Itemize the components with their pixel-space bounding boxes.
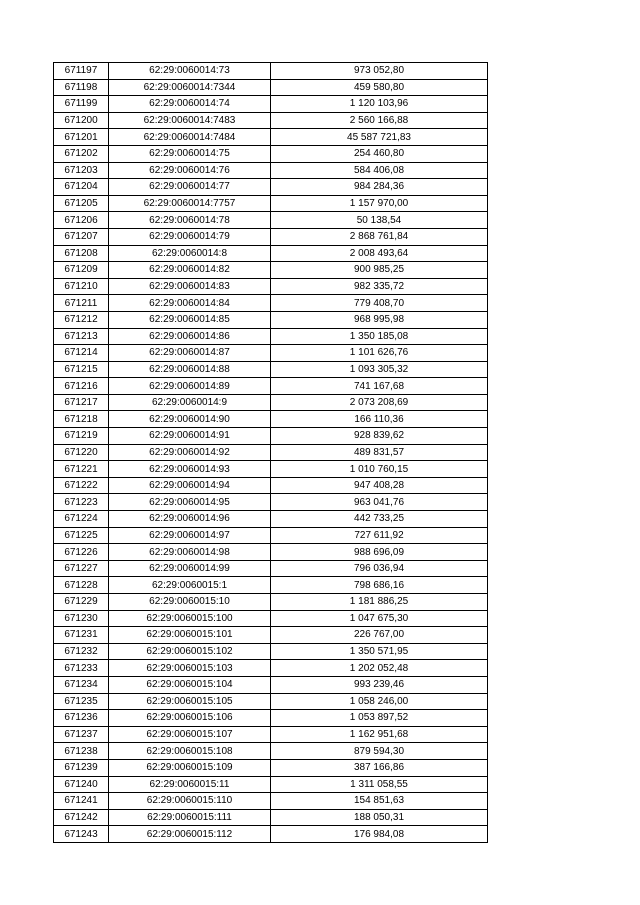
cadastral-value-cell: 1 181 886,25	[271, 594, 488, 611]
cadastral-value-cell: 188 050,31	[271, 809, 488, 826]
row-number-cell: 671236	[54, 710, 109, 727]
cadastral-value-cell: 2 008 493,64	[271, 245, 488, 262]
cadastral-value-cell: 2 073 208,69	[271, 394, 488, 411]
cadastral-value-cell: 166 110,36	[271, 411, 488, 428]
cadastral-value-cell: 1 101 626,76	[271, 345, 488, 362]
table-row	[54, 643, 488, 660]
row-number-cell: 671204	[54, 179, 109, 196]
cadastral-value-cell: 1 047 675,30	[271, 610, 488, 627]
cadastral-number-cell: 62:29:0060015:109	[109, 759, 271, 776]
cadastral-number-cell: 62:29:0060014:78	[109, 212, 271, 229]
cadastral-number-cell: 62:29:0060014:87	[109, 345, 271, 362]
row-number-cell: 671211	[54, 295, 109, 312]
cadastral-value-cell: 1 162 951,68	[271, 726, 488, 743]
row-number-cell: 671197	[54, 63, 109, 80]
table-row	[54, 262, 488, 279]
row-number-cell: 671199	[54, 96, 109, 113]
cadastral-value-cell: 45 587 721,83	[271, 129, 488, 146]
cadastral-value-cell: 387 166,86	[271, 759, 488, 776]
cadastral-value-cell: 1 157 970,00	[271, 195, 488, 212]
table-row	[54, 212, 488, 229]
cadastral-value-cell: 982 335,72	[271, 278, 488, 295]
table-row	[54, 494, 488, 511]
cadastral-number-cell: 62:29:0060015:103	[109, 660, 271, 677]
table-row	[54, 759, 488, 776]
cadastral-value-cell: 993 239,46	[271, 676, 488, 693]
cadastral-number-cell: 62:29:0060014:82	[109, 262, 271, 279]
row-number-cell: 671212	[54, 311, 109, 328]
cadastral-value-cell: 50 138,54	[271, 212, 488, 229]
row-number-cell: 671216	[54, 378, 109, 395]
cadastral-number-cell: 62:29:0060015:107	[109, 726, 271, 743]
table-row	[54, 394, 488, 411]
cadastral-value-cell: 1 350 185,08	[271, 328, 488, 345]
table-row	[54, 793, 488, 810]
cadastral-value-cell: 984 284,36	[271, 179, 488, 196]
cadastral-value-cell: 1 053 897,52	[271, 710, 488, 727]
table-row	[54, 162, 488, 179]
cadastral-value-cell: 154 851,63	[271, 793, 488, 810]
cadastral-number-cell: 62:29:0060014:92	[109, 444, 271, 461]
table-row	[54, 145, 488, 162]
table-row	[54, 112, 488, 129]
cadastral-number-cell: 62:29:0060014:94	[109, 477, 271, 494]
table-row	[54, 726, 488, 743]
row-number-cell: 671227	[54, 560, 109, 577]
row-number-cell: 671200	[54, 112, 109, 129]
table-row	[54, 627, 488, 644]
row-number-cell: 671226	[54, 544, 109, 561]
row-number-cell: 671240	[54, 776, 109, 793]
row-number-cell: 671237	[54, 726, 109, 743]
cadastral-value-cell: 988 696,09	[271, 544, 488, 561]
cadastral-number-cell: 62:29:0060015:102	[109, 643, 271, 660]
cadastral-number-cell: 62:29:0060014:86	[109, 328, 271, 345]
row-number-cell: 671215	[54, 361, 109, 378]
table-row	[54, 228, 488, 245]
cadastral-value-cell: 1 058 246,00	[271, 693, 488, 710]
cadastral-value-cell: 1 202 052,48	[271, 660, 488, 677]
cadastral-value-cell: 796 036,94	[271, 560, 488, 577]
row-number-cell: 671214	[54, 345, 109, 362]
cadastral-value-cell: 947 408,28	[271, 477, 488, 494]
row-number-cell: 671231	[54, 627, 109, 644]
cadastral-number-cell: 62:29:0060014:91	[109, 428, 271, 445]
table-row	[54, 527, 488, 544]
table-row	[54, 79, 488, 96]
cadastral-value-cell: 1 010 760,15	[271, 461, 488, 478]
cadastral-number-cell: 62:29:0060014:74	[109, 96, 271, 113]
cadastral-value-cell: 254 460,80	[271, 145, 488, 162]
cadastral-number-cell: 62:29:0060014:9	[109, 394, 271, 411]
table-row	[54, 96, 488, 113]
table-row	[54, 63, 488, 80]
row-number-cell: 671221	[54, 461, 109, 478]
row-number-cell: 671233	[54, 660, 109, 677]
cadastral-number-cell: 62:29:0060015:11	[109, 776, 271, 793]
table-row	[54, 361, 488, 378]
cadastral-number-cell: 62:29:0060014:85	[109, 311, 271, 328]
cadastral-value-cell: 442 733,25	[271, 511, 488, 528]
cadastral-number-cell: 62:29:0060014:7484	[109, 129, 271, 146]
table-row	[54, 378, 488, 395]
cadastral-value-cell: 741 167,68	[271, 378, 488, 395]
cadastral-number-cell: 62:29:0060014:83	[109, 278, 271, 295]
row-number-cell: 671230	[54, 610, 109, 627]
cadastral-number-cell: 62:29:0060014:7483	[109, 112, 271, 129]
cadastral-number-cell: 62:29:0060014:97	[109, 527, 271, 544]
cadastral-value-cell: 584 406,08	[271, 162, 488, 179]
row-number-cell: 671198	[54, 79, 109, 96]
cadastral-number-cell: 62:29:0060014:7344	[109, 79, 271, 96]
table-row	[54, 809, 488, 826]
row-number-cell: 671203	[54, 162, 109, 179]
cadastral-value-cell: 1 350 571,95	[271, 643, 488, 660]
row-number-cell: 671238	[54, 743, 109, 760]
row-number-cell: 671219	[54, 428, 109, 445]
row-number-cell: 671202	[54, 145, 109, 162]
table-row	[54, 776, 488, 793]
table-body	[54, 63, 488, 843]
table-row	[54, 577, 488, 594]
row-number-cell: 671207	[54, 228, 109, 245]
table-row	[54, 710, 488, 727]
cadastral-value-cell: 973 052,80	[271, 63, 488, 80]
row-number-cell: 671241	[54, 793, 109, 810]
cadastral-number-cell: 62:29:0060014:8	[109, 245, 271, 262]
row-number-cell: 671235	[54, 693, 109, 710]
cadastral-value-cell: 727 611,92	[271, 527, 488, 544]
cadastral-number-cell: 62:29:0060015:1	[109, 577, 271, 594]
cadastral-number-cell: 62:29:0060015:10	[109, 594, 271, 611]
table-row	[54, 743, 488, 760]
cadastral-number-cell: 62:29:0060014:84	[109, 295, 271, 312]
cadastral-value-cell: 226 767,00	[271, 627, 488, 644]
cadastral-number-cell: 62:29:0060015:101	[109, 627, 271, 644]
table-row	[54, 544, 488, 561]
row-number-cell: 671242	[54, 809, 109, 826]
row-number-cell: 671206	[54, 212, 109, 229]
row-number-cell: 671234	[54, 676, 109, 693]
cadastral-number-cell: 62:29:0060014:88	[109, 361, 271, 378]
cadastral-value-cell: 779 408,70	[271, 295, 488, 312]
table-row	[54, 594, 488, 611]
cadastral-value-table-container	[53, 62, 488, 843]
cadastral-number-cell: 62:29:0060014:93	[109, 461, 271, 478]
cadastral-number-cell: 62:29:0060014:73	[109, 63, 271, 80]
cadastral-number-cell: 62:29:0060015:110	[109, 793, 271, 810]
cadastral-value-cell: 968 995,98	[271, 311, 488, 328]
cadastral-value-cell: 928 839,62	[271, 428, 488, 445]
row-number-cell: 671222	[54, 477, 109, 494]
table-row	[54, 511, 488, 528]
cadastral-number-cell: 62:29:0060015:108	[109, 743, 271, 760]
row-number-cell: 671218	[54, 411, 109, 428]
table-row	[54, 311, 488, 328]
cadastral-number-cell: 62:29:0060015:111	[109, 809, 271, 826]
row-number-cell: 671239	[54, 759, 109, 776]
cadastral-number-cell: 62:29:0060014:76	[109, 162, 271, 179]
cadastral-value-cell: 2 868 761,84	[271, 228, 488, 245]
cadastral-value-cell: 879 594,30	[271, 743, 488, 760]
cadastral-number-cell: 62:29:0060015:106	[109, 710, 271, 727]
row-number-cell: 671217	[54, 394, 109, 411]
row-number-cell: 671223	[54, 494, 109, 511]
cadastral-value-cell: 1 093 305,32	[271, 361, 488, 378]
table-row	[54, 477, 488, 494]
cadastral-value-cell: 1 120 103,96	[271, 96, 488, 113]
table-row	[54, 560, 488, 577]
cadastral-value-cell: 459 580,80	[271, 79, 488, 96]
table-row	[54, 278, 488, 295]
cadastral-value-cell: 798 686,16	[271, 577, 488, 594]
cadastral-value-cell: 963 041,76	[271, 494, 488, 511]
row-number-cell: 671229	[54, 594, 109, 611]
cadastral-number-cell: 62:29:0060014:95	[109, 494, 271, 511]
row-number-cell: 671208	[54, 245, 109, 262]
cadastral-value-cell: 2 560 166,88	[271, 112, 488, 129]
cadastral-number-cell: 62:29:0060015:112	[109, 826, 271, 843]
table-row	[54, 693, 488, 710]
cadastral-number-cell: 62:29:0060014:99	[109, 560, 271, 577]
row-number-cell: 671213	[54, 328, 109, 345]
cadastral-number-cell: 62:29:0060014:75	[109, 145, 271, 162]
table-row	[54, 660, 488, 677]
row-number-cell: 671228	[54, 577, 109, 594]
table-row	[54, 345, 488, 362]
table-row	[54, 295, 488, 312]
row-number-cell: 671225	[54, 527, 109, 544]
row-number-cell: 671205	[54, 195, 109, 212]
table-row	[54, 328, 488, 345]
table-row	[54, 826, 488, 843]
cadastral-number-cell: 62:29:0060014:89	[109, 378, 271, 395]
table-row	[54, 245, 488, 262]
row-number-cell: 671210	[54, 278, 109, 295]
table-row	[54, 461, 488, 478]
row-number-cell: 671243	[54, 826, 109, 843]
table-row	[54, 195, 488, 212]
cadastral-value-table	[53, 62, 488, 843]
table-row	[54, 129, 488, 146]
cadastral-number-cell: 62:29:0060014:77	[109, 179, 271, 196]
cadastral-value-cell: 176 984,08	[271, 826, 488, 843]
table-row	[54, 444, 488, 461]
cadastral-number-cell: 62:29:0060014:90	[109, 411, 271, 428]
cadastral-number-cell: 62:29:0060014:79	[109, 228, 271, 245]
row-number-cell: 671224	[54, 511, 109, 528]
cadastral-value-cell: 489 831,57	[271, 444, 488, 461]
cadastral-number-cell: 62:29:0060015:100	[109, 610, 271, 627]
table-row	[54, 428, 488, 445]
table-row	[54, 676, 488, 693]
cadastral-value-cell: 900 985,25	[271, 262, 488, 279]
row-number-cell: 671209	[54, 262, 109, 279]
table-row	[54, 610, 488, 627]
row-number-cell: 671232	[54, 643, 109, 660]
cadastral-value-cell: 1 311 058,55	[271, 776, 488, 793]
cadastral-number-cell: 62:29:0060014:7757	[109, 195, 271, 212]
cadastral-number-cell: 62:29:0060015:105	[109, 693, 271, 710]
table-row	[54, 179, 488, 196]
table-row	[54, 411, 488, 428]
row-number-cell: 671220	[54, 444, 109, 461]
cadastral-number-cell: 62:29:0060014:98	[109, 544, 271, 561]
row-number-cell: 671201	[54, 129, 109, 146]
cadastral-number-cell: 62:29:0060015:104	[109, 676, 271, 693]
cadastral-number-cell: 62:29:0060014:96	[109, 511, 271, 528]
